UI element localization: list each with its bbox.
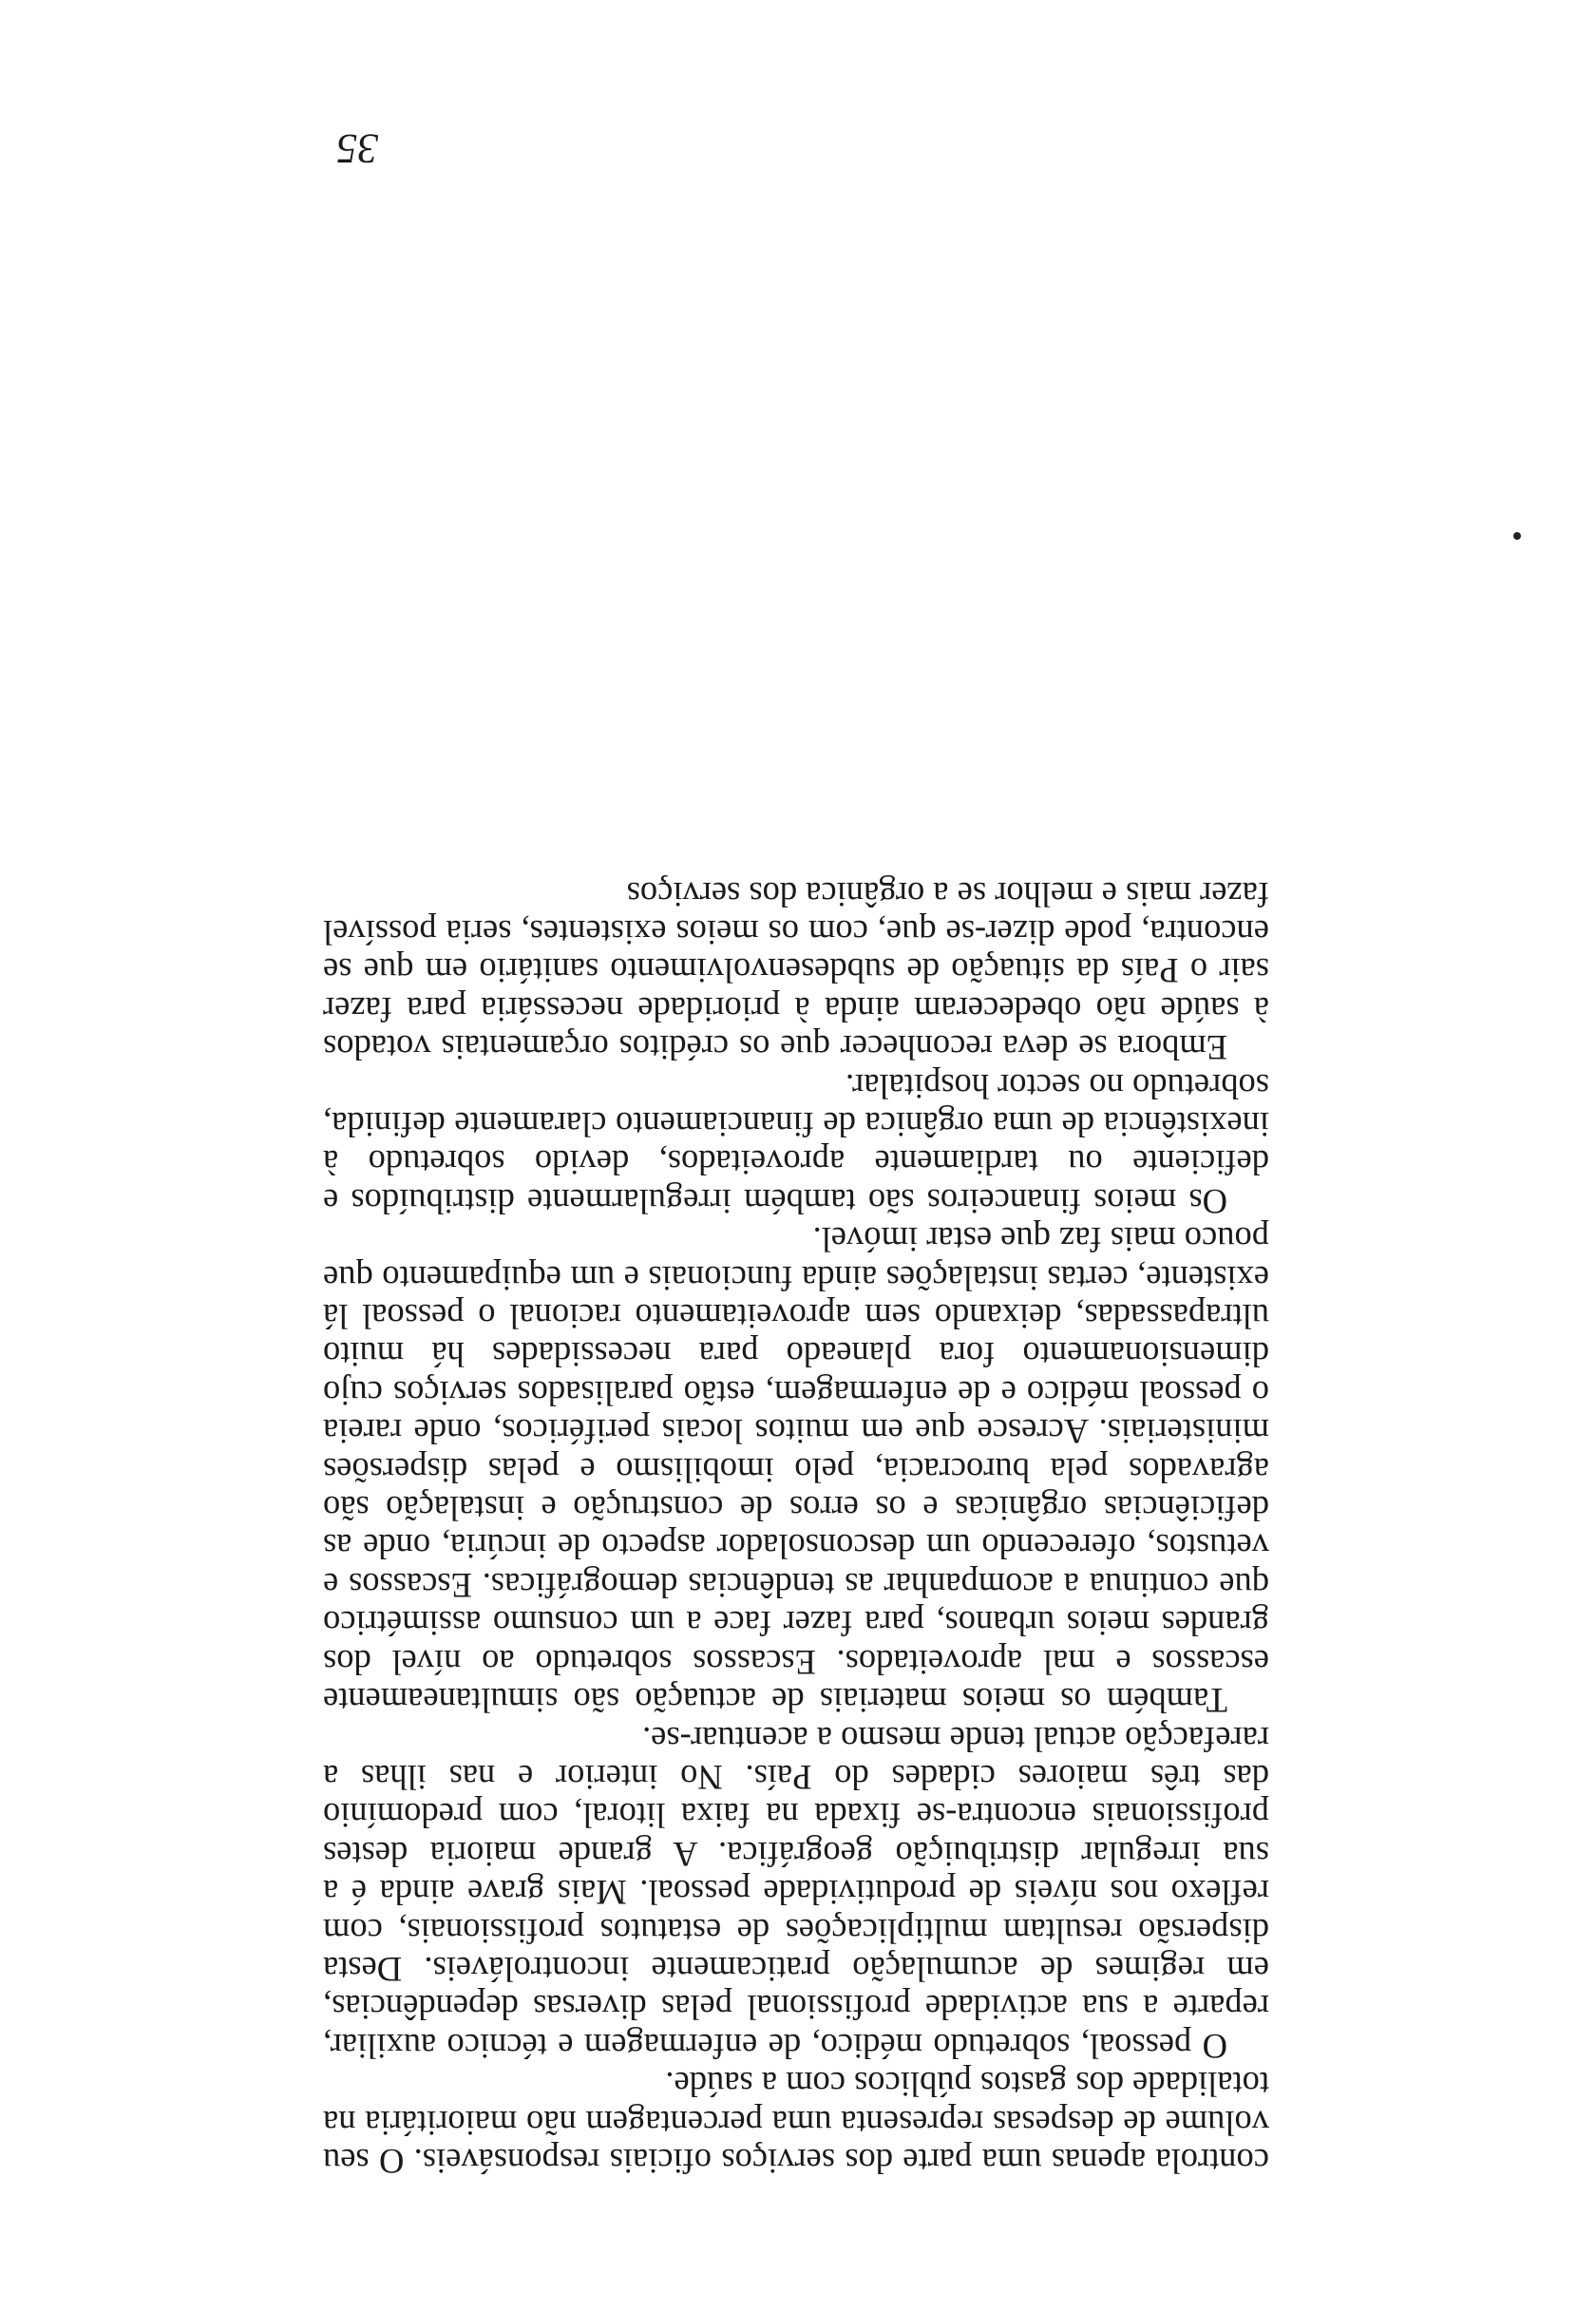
paragraph-3: Também os meios materiais de actuação são simultaneamente escassos e mal aproveitados. Escassos sobretudo ao nível dos grandes meios urbanos, para fazer face a um consumo assimétrico que continua a acompanhar as tendências demográficas. Escassos e vetustos, oferecendo um desconsolador aspecto de incúria, onde as deficiências orgânicas e os erros de construção e instalação são agravados pela burocracia, pelo imobilismo e pelas dispersões ministeriais. Acresce que em muitos locais periféricos, onde rareia o pessoal médico e de enfermagem, estão paralisados serviços cujo dimensionamento fora planeado para necessidades há muito ultrapassadas, deixando sem aproveitamento racional o pessoal lá existente, certas instalações ainda funcionais e um equipamento que pouco mais faz que estar imóvel. xyxy=(323,1220,1269,1721)
paragraph-1: controla apenas uma parte dos serviços oficiais responsáveis. O seu volume de despesas representa uma percentagem não maioritária na totalidade dos gastos públicos com a saúde. xyxy=(323,2065,1269,2181)
paragraph-2: O pessoal, sobretudo médico, de enfermagem e técnico auxiliar, reparte a sua actividade profissional pelas diversas dependências, em regimes de acumulação praticamente incontroláveis. Desta dispersão resultam multiplicações de estatutos profissionais, com reflexo nos níveis de produtividade pessoal. Mais grave ainda é a sua irregular distribuição geográfica. A grande maioria destes profissionais encontra-se fixada na faixa litoral, com predomínio das três maiores cidades do País. No interior e nas ilhas a rarefacção actual tende mesmo a acentuar-se. xyxy=(323,1719,1269,2066)
paragraph-5: Embora se deva reconhecer que os créditos orçamentais votados à saúde não obedeceram ainda à prioridade necessária para fazer sair o País da situação de subdesenvolvimento sanitário em que se encontra, pode dizer-se que, com os meios existentes, seria possível fazer mais e melhor se a orgânica dos serviços xyxy=(323,874,1269,1068)
paragraph-4: Os meios financeiros são também irregularmente distribuídos e deficiente ou tardiamente aproveitados, devido sobretudo à inexistência de uma orgânica de financiamento claramente definida, sobretudo no sector hospitalar. xyxy=(323,1066,1269,1221)
page-number: 35 xyxy=(336,125,378,172)
scan-speck xyxy=(1513,532,1521,540)
body-text xyxy=(323,874,1269,2180)
